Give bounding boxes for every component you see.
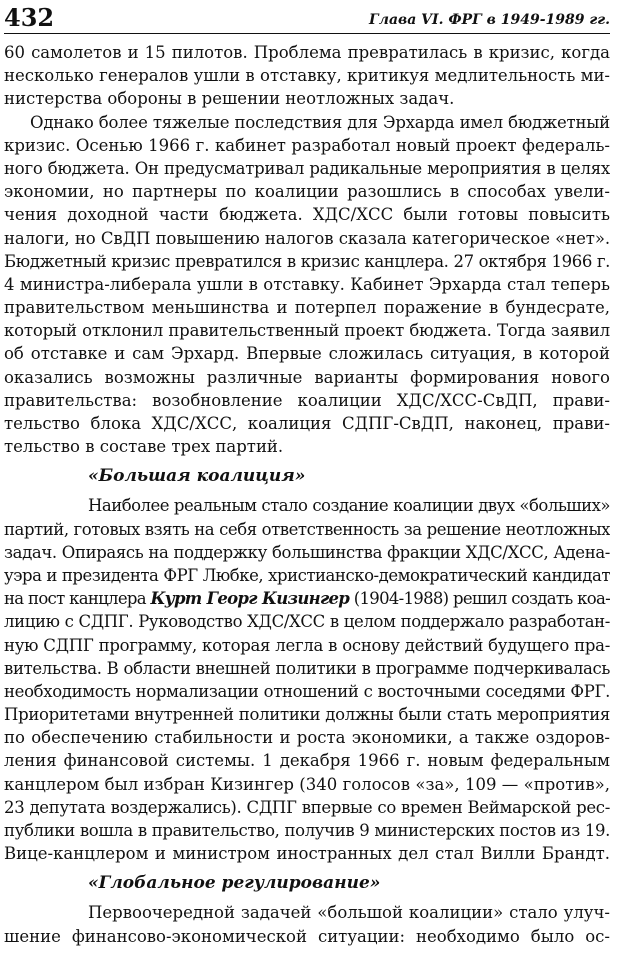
text-line: тельство блока ХДС/ХСС, коалиция СДПГ-СвДП, наконец, прави- — [4, 414, 610, 433]
body-text — [4, 41, 610, 948]
person-name-emphasis: Курт Георг Кизингер — [150, 589, 350, 609]
paragraph-3 — [4, 494, 610, 865]
text-line: задач. Опираясь на поддержку большинства фракции ХДС/ХСС, Адена- — [4, 542, 610, 562]
paragraph-2 — [4, 111, 610, 459]
text-line: чения доходной части бюджета. ХДС/ХСС были готовы повысить — [4, 205, 610, 225]
paragraph-1 — [4, 41, 610, 111]
text-line: правительства: возобновление коалиции ХДС/ХСС-СвДП, прави- — [4, 390, 610, 410]
paragraph-4 — [4, 901, 610, 947]
text-line: об отставке и сам Эрхард. Впервые сложилась ситуация, в которой — [4, 344, 610, 364]
text-line: кризис. Осенью 1966 г. кабинет разработал новый проект федераль- — [4, 135, 610, 155]
text-line: уэра и президента ФРГ Любке, христианско-демократический кандидат — [4, 565, 610, 585]
section-heading: «Глобальное регулирование» — [88, 873, 381, 894]
text-line: Однако более тяжелые последствия для Эрхарда имел бюджетный — [30, 112, 610, 132]
text-line: Бюджетный кризис превратился в кризис канцлера. 27 октября 1966 г. — [4, 251, 610, 271]
text-line: Вице-канцлером и министром иностранных дел стал Вилли Брандт. — [4, 844, 610, 864]
text-line: экономии, но партнеры по коалиции разошлись в способах увели- — [4, 182, 610, 202]
section-heading: «Большая коалиция» — [88, 466, 306, 487]
text-line: Наиболее реальным стало создание коалиции двух «больших» — [88, 496, 610, 516]
text-line: налоги, но СвДП повышению налогов сказала категорическое «нет». — [4, 228, 610, 248]
text-line: оказались возможны различные варианты формирования нового — [4, 367, 610, 387]
text-fragment: (1904-1988) решил создать коа- — [349, 589, 610, 609]
text-line: 60 самолетов и 15 пилотов. Проблема превратилась в кризис, когда — [4, 43, 610, 62]
text-line: вительства. В области внешней политики в программе подчеркивалась — [4, 658, 610, 678]
text-line: правительством меньшинства и потерпел поражение в бундесрате, — [4, 298, 610, 318]
text-line: 23 депутата воздержались). СДПГ впервые со времен Веймарской рес- — [4, 797, 610, 817]
text-line: лицию с СДПГ. Руководство ХДС/ХСС в целом поддержало разработан- — [4, 612, 610, 632]
text-line: ную СДПГ программу, которая легла в основу действий будущего пра- — [4, 635, 610, 655]
chapter-title: Глава VI. ФРГ в 1949-1989 гг. — [369, 12, 610, 28]
text-line: ления финансовой системы. 1 декабря 1966 г. новым федеральным — [4, 751, 610, 771]
text-line: по обеспечению стабильности и роста экономики, а также оздоров- — [4, 728, 610, 748]
text-fragment: на пост канцлера — [4, 589, 151, 609]
text-line: 4 министра-либерала ушли в отставку. Кабинет Эрхарда стал теперь — [4, 274, 610, 294]
text-line: шение финансово-экономической ситуации: необходимо было ос- — [4, 926, 610, 946]
text-line: нистерства обороны в решении неотложных задач. — [4, 89, 455, 109]
text-line: тельство в составе трех партий. — [4, 437, 284, 457]
text-line: Первоочередной задачей «большой коалиции» стало улуч- — [88, 903, 610, 923]
text-line: который отклонил правительственный проект бюджета. Тогда заявил — [4, 321, 610, 341]
text-line: несколько генералов ушли в отставку, критикуя медлительность ми- — [4, 66, 610, 86]
page-number: 432 — [4, 3, 55, 32]
header-rule — [4, 33, 610, 34]
text-line: канцлером был избран Кизингер (340 голосов «за», 109 — «против», — [4, 774, 610, 794]
text-line: необходимость нормализации отношений с восточными соседями ФРГ. — [4, 681, 610, 701]
text-line: ного бюджета. Он предусматривал радикальные мероприятия в целях — [4, 158, 610, 178]
text-line-with-name — [4, 587, 610, 610]
text-line: Приоритетами внутренней политики должны были стать мероприятия — [4, 705, 610, 725]
text-line: публики вошла в правительство, получив 9 министерских постов из 19. — [4, 821, 610, 840]
running-head — [4, 4, 610, 36]
text-line: партий, готовых взять на себя ответственность за решение неотложных — [4, 519, 610, 539]
